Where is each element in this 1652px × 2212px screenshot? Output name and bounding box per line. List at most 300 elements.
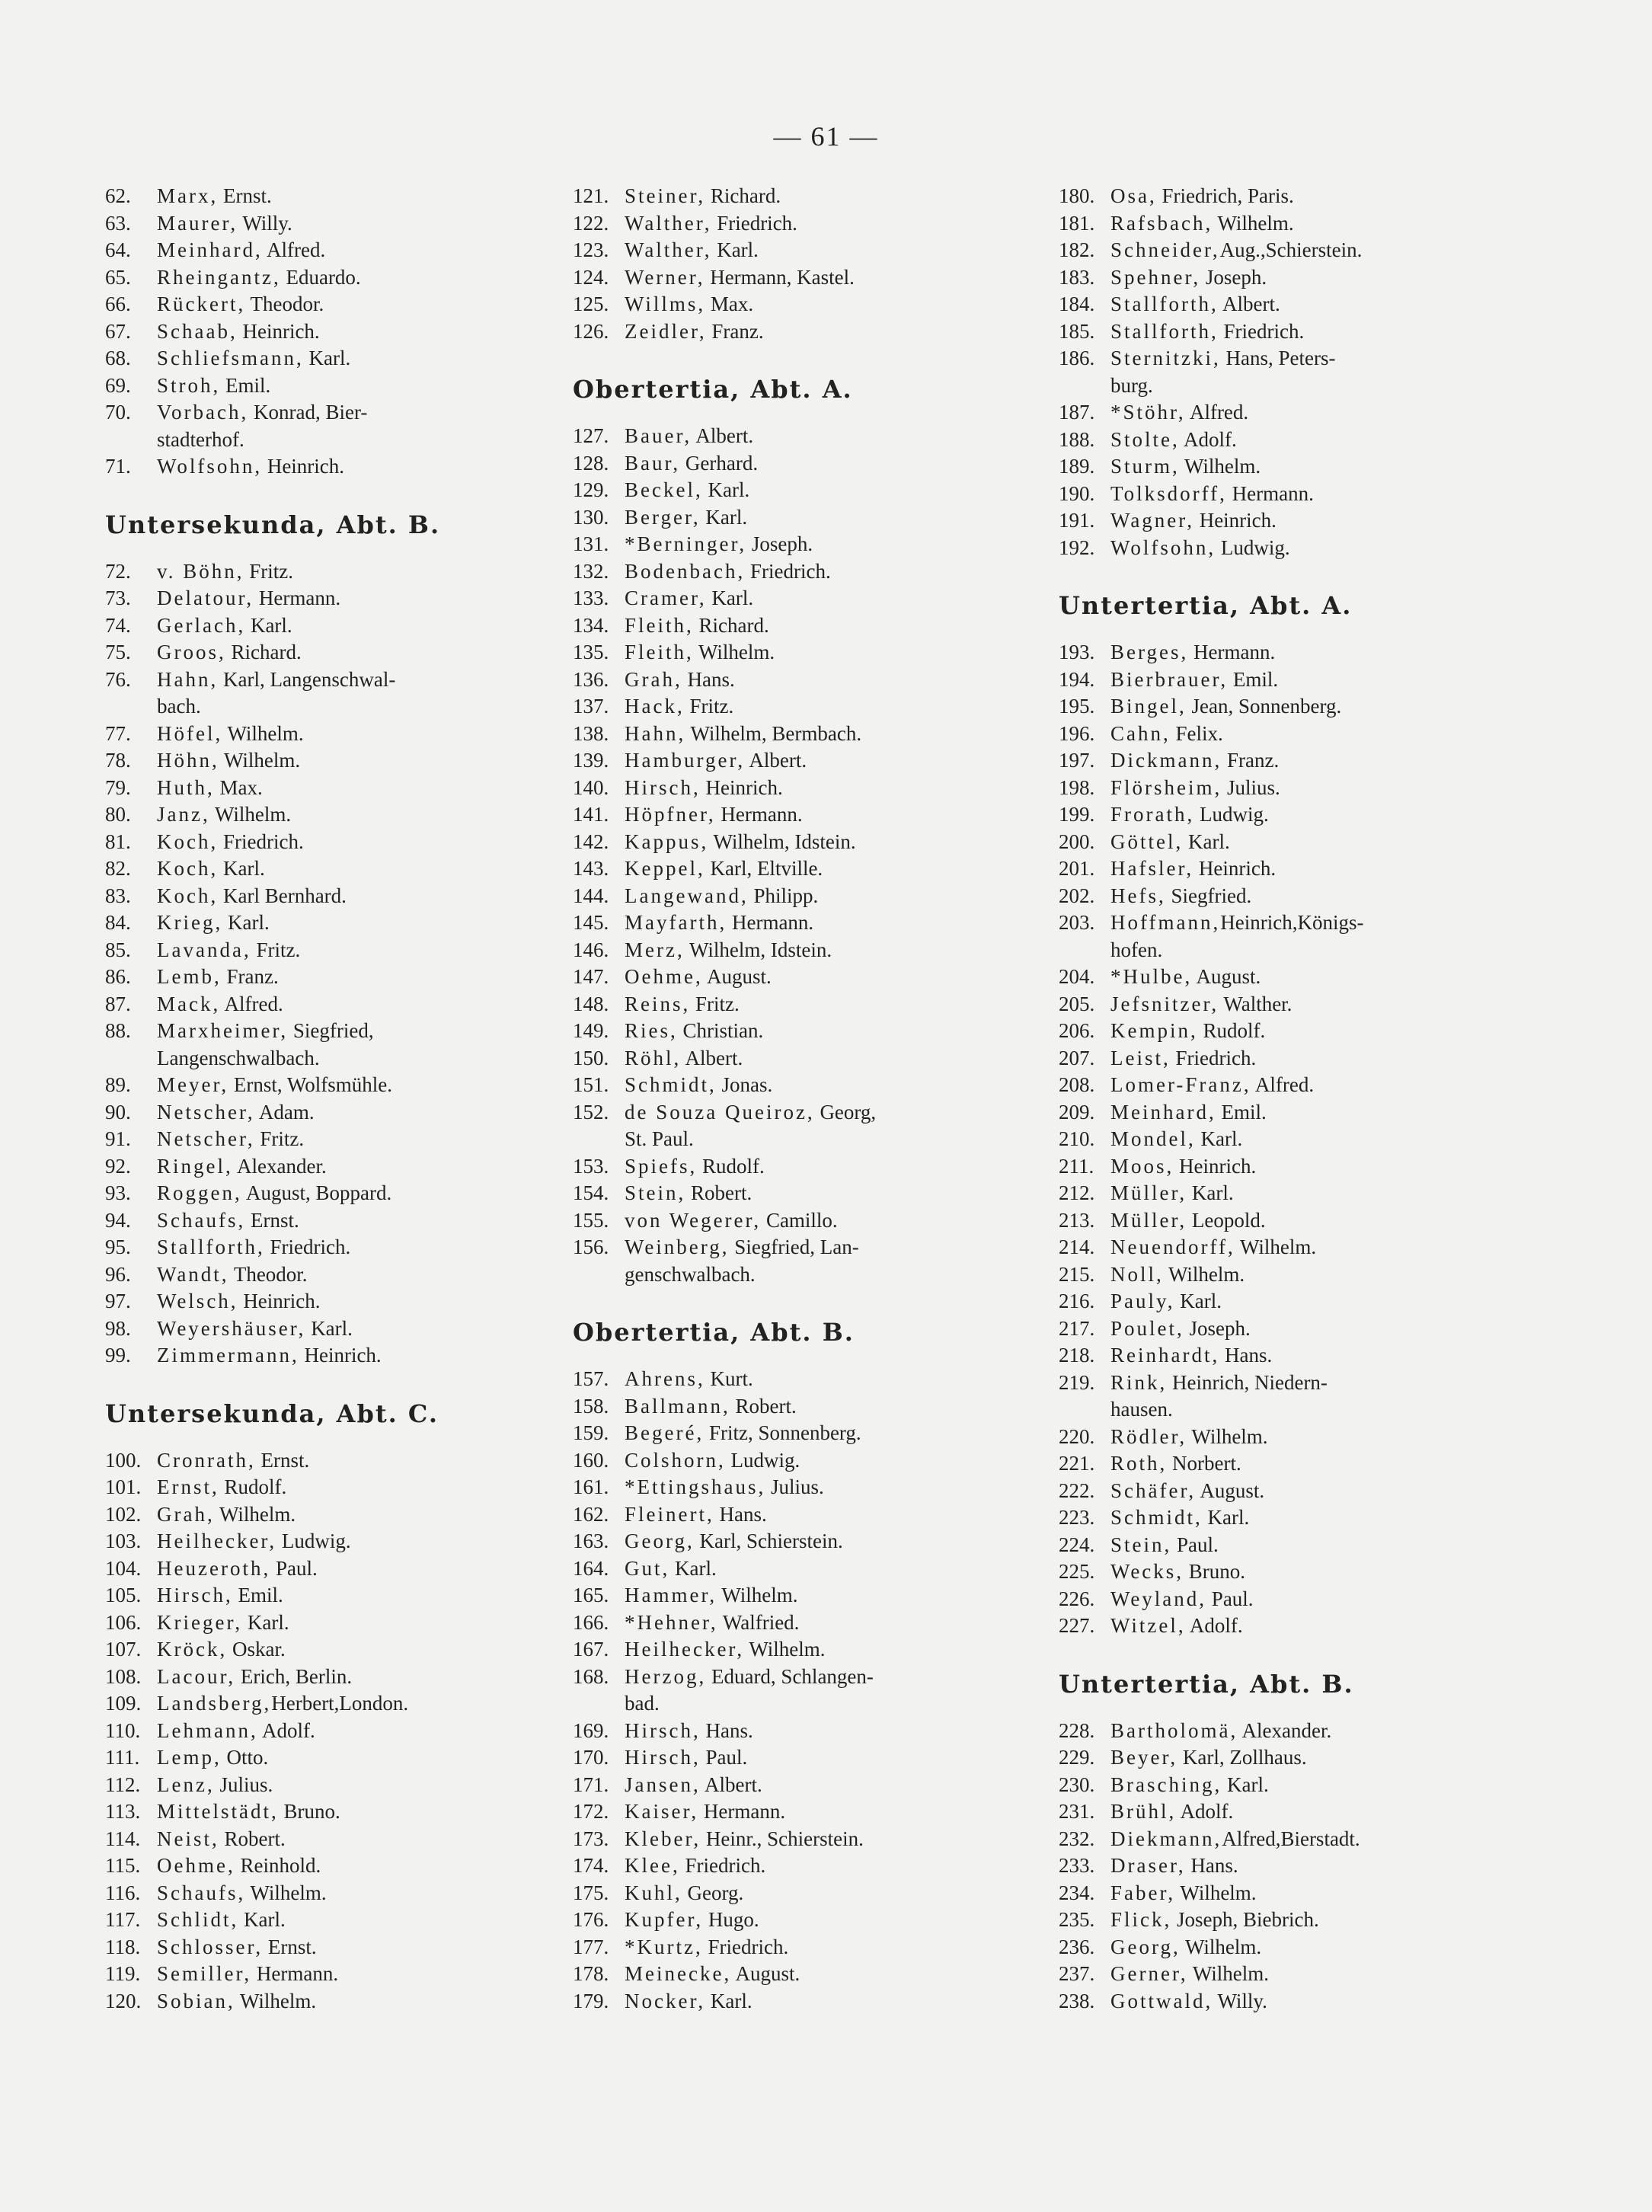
student-entry <box>105 1798 562 1826</box>
entry-surname: Merz, <box>625 938 685 961</box>
entry-name <box>1110 775 1280 802</box>
entry-number: 154. <box>573 1181 609 1204</box>
entry-surname: Dickmann, <box>1110 749 1222 772</box>
student-entry <box>573 937 1030 964</box>
entry-surname: Heuzeroth, <box>157 1556 271 1580</box>
entry-surname: Höpfner, <box>625 803 716 826</box>
entry-number: 168. <box>573 1664 609 1688</box>
entry-name <box>1110 1153 1256 1181</box>
student-entry <box>1059 453 1516 481</box>
student-entry <box>1059 1826 1516 1853</box>
entry-surname: Witzel, <box>1110 1614 1186 1637</box>
entry-details: August. <box>731 1962 800 1985</box>
entry-name <box>625 558 831 586</box>
entry-number: 156. <box>573 1235 609 1258</box>
student-entry <box>1059 1153 1516 1181</box>
entry-details: Heinrich. <box>237 319 320 343</box>
student-entry <box>573 612 1030 640</box>
student-entry <box>1059 964 1516 991</box>
entry-surname: Welsch, <box>157 1290 238 1312</box>
entry-name <box>157 1636 286 1664</box>
entry-details: Hans. <box>682 667 735 691</box>
student-entry <box>573 1961 1030 1988</box>
entry-name <box>625 1852 765 1880</box>
entry-name <box>157 291 324 318</box>
entry-details: Karl. <box>669 1556 717 1580</box>
entry-name <box>1110 639 1275 666</box>
student-entry <box>105 1072 562 1099</box>
entry-name <box>1110 1018 1265 1045</box>
entry-name <box>157 639 302 666</box>
student-entry <box>573 1798 1030 1826</box>
entry-number: 160. <box>573 1448 609 1472</box>
entry-surname: Mayfarth, <box>625 911 727 934</box>
student-entry <box>105 909 562 937</box>
entry-number: 103. <box>105 1530 142 1552</box>
student-entry <box>573 964 1030 991</box>
entry-surname: Sturm, <box>1110 455 1180 478</box>
entry-surname: Walther, <box>625 211 712 235</box>
entry-details: August. <box>1196 1478 1265 1502</box>
entry-name <box>157 855 265 883</box>
entry-name <box>157 237 325 264</box>
entry-name <box>157 1609 289 1637</box>
entry-name <box>1110 318 1304 346</box>
entry-number: 182. <box>1059 238 1095 261</box>
entry-name <box>1110 1934 1261 1961</box>
entry-number: 114. <box>105 1827 141 1850</box>
entry-details: Heinrich. <box>1174 1154 1257 1178</box>
entry-details: Karl. <box>705 1989 753 2012</box>
entry-number: 210. <box>1059 1127 1095 1150</box>
entry-details: Karl. <box>1202 1506 1250 1529</box>
entry-surname: Wolfsohn, <box>1110 535 1216 559</box>
student-entry <box>1059 639 1516 666</box>
entry-name <box>1110 1099 1267 1127</box>
entry-details: Fritz. <box>251 938 301 961</box>
entry-details: Heinrich. <box>1193 509 1277 532</box>
entry-name <box>1110 1478 1264 1505</box>
entry-name <box>1110 801 1269 829</box>
entry-surname: Bauer, <box>625 424 692 447</box>
entry-name <box>1110 1072 1314 1099</box>
student-entry <box>105 1664 562 1691</box>
entry-number: 140. <box>573 775 609 799</box>
entry-surname: Draser, <box>1110 1854 1186 1877</box>
entry-name <box>625 775 783 802</box>
student-entry <box>1059 1450 1516 1478</box>
entry-details: Karl. <box>1187 1181 1234 1204</box>
entry-number: 204. <box>1059 965 1095 988</box>
entry-number: 143. <box>573 857 609 880</box>
student-entry <box>1059 1180 1516 1207</box>
entry-details: Alfred. <box>220 992 283 1015</box>
entry-name <box>157 1474 286 1501</box>
entry-surname: Flörsheim, <box>1110 775 1222 799</box>
entry-name <box>157 1207 299 1235</box>
entry-name <box>157 883 347 910</box>
entry-name <box>625 1072 772 1099</box>
student-entry <box>105 1934 562 1961</box>
entry-name <box>625 264 855 292</box>
entry-surname: *Hulbe, <box>1110 965 1193 988</box>
entry-details: Fritz. <box>254 1127 305 1150</box>
entry-surname: Mittelstädt, <box>157 1800 279 1823</box>
student-entry <box>105 399 562 453</box>
entry-name <box>625 237 759 264</box>
entry-number: 128. <box>573 451 609 475</box>
entry-number: 98. <box>105 1316 131 1340</box>
entry-details: Wilhelm. <box>235 1989 317 2012</box>
student-entry <box>1059 1532 1516 1559</box>
student-entry <box>573 1907 1030 1934</box>
entry-surname: Krieg, <box>157 911 223 934</box>
entry-surname: Wolfsohn, <box>157 455 263 478</box>
entry-name <box>625 1501 767 1529</box>
entry-surname: Beckel, <box>625 478 703 501</box>
entry-surname: Heilhecker, <box>157 1530 277 1552</box>
entry-surname: Fleith, <box>625 613 694 637</box>
student-entry <box>1059 291 1516 318</box>
entry-number: 209. <box>1059 1100 1095 1124</box>
entry-surname: Osa, <box>1110 184 1157 207</box>
student-entry <box>105 721 562 748</box>
entry-name <box>157 1180 391 1207</box>
entry-surname: Janz, <box>157 803 210 826</box>
entry-name <box>625 964 772 991</box>
entry-number: 157. <box>573 1367 609 1390</box>
entry-details: Herbert,London. <box>271 1692 409 1715</box>
student-entry <box>573 1772 1030 1799</box>
entry-number: 206. <box>1059 1019 1095 1042</box>
entry-details: Franz. <box>706 319 764 343</box>
entry-number: 131. <box>573 532 609 555</box>
entry-surname: Berger, <box>625 505 701 529</box>
entry-surname: Kupfer, <box>625 1908 704 1931</box>
student-entry <box>1059 1288 1516 1315</box>
student-entry <box>1059 237 1516 264</box>
student-entry <box>105 1690 562 1718</box>
entry-name <box>625 183 781 210</box>
entry-name <box>1110 1207 1266 1235</box>
entry-surname: Hirsch, <box>625 1718 701 1742</box>
entry-number: 238. <box>1059 1989 1095 2012</box>
entry-number: 217. <box>1059 1316 1095 1340</box>
student-entry <box>1059 1504 1516 1532</box>
entry-number: 89. <box>105 1073 131 1096</box>
entry-number: 96. <box>105 1262 131 1286</box>
entry-name <box>1110 1045 1256 1072</box>
entry-number: 213. <box>1059 1208 1095 1232</box>
student-entry <box>105 1153 562 1181</box>
entry-name <box>157 1261 308 1289</box>
entry-surname: Diekmann, <box>1110 1827 1222 1850</box>
student-entry <box>105 1582 562 1609</box>
student-entry <box>573 1744 1030 1772</box>
entry-name <box>1110 1586 1254 1613</box>
entry-number: 112. <box>105 1772 141 1796</box>
entry-surname: Flick, <box>1110 1908 1172 1931</box>
entry-details: Ludwig. <box>1194 803 1269 826</box>
entry-number: 138. <box>573 721 609 745</box>
entry-name <box>1110 399 1248 427</box>
entry-number: 162. <box>573 1502 609 1526</box>
entry-number: 169. <box>573 1718 609 1742</box>
entry-number: 225. <box>1059 1560 1095 1583</box>
entry-name <box>625 450 758 478</box>
entry-name <box>1110 481 1314 508</box>
student-entry <box>1059 1045 1516 1072</box>
entry-details: Bruno. <box>278 1800 340 1823</box>
entry-name <box>1110 427 1237 454</box>
entry-name <box>625 531 813 558</box>
entry-details: Karl. <box>238 1908 286 1931</box>
entry-name <box>625 855 823 883</box>
student-entry <box>105 558 562 586</box>
student-entry <box>1059 1852 1516 1880</box>
entry-name <box>157 721 304 748</box>
entry-surname: Koch, <box>157 830 219 853</box>
student-entry <box>105 1852 562 1880</box>
entry-surname: Berges, <box>1110 641 1189 663</box>
entry-details: Friedrich. <box>711 211 797 235</box>
student-entry <box>573 1153 1030 1181</box>
entry-number: 219. <box>1059 1370 1095 1394</box>
entry-name <box>157 585 340 612</box>
student-entry <box>573 477 1030 504</box>
student-entry <box>105 801 562 829</box>
student-entry <box>105 1180 562 1207</box>
student-entry <box>573 1609 1030 1637</box>
entry-number: 175. <box>573 1881 609 1904</box>
entry-surname: Koch, <box>157 857 219 880</box>
entry-surname: Schliefsmann, <box>157 347 304 369</box>
entry-number: 123. <box>573 238 609 261</box>
student-entry <box>573 1234 1030 1288</box>
entry-number: 188. <box>1059 427 1095 451</box>
entry-surname: Delatour, <box>157 587 254 609</box>
entry-details: Heinrich. <box>262 455 345 478</box>
entry-name <box>625 1153 765 1181</box>
entry-details: Karl. <box>1222 1772 1269 1796</box>
entry-number: 75. <box>105 641 131 663</box>
entry-name <box>625 1744 747 1772</box>
entry-name <box>157 372 270 400</box>
student-entry <box>573 1934 1030 1961</box>
entry-details: Wilhelm. <box>245 1881 327 1904</box>
entry-number: 136. <box>573 667 609 691</box>
entry-details: Walther. <box>1219 992 1293 1015</box>
entry-surname: Stein, <box>1110 1533 1172 1556</box>
entry-name <box>1110 1907 1319 1934</box>
entry-number: 229. <box>1059 1746 1095 1769</box>
entry-details: Willy. <box>1213 1989 1267 2012</box>
student-entry <box>105 1961 562 1988</box>
entry-details: Heinrich,Königs- hofen. <box>1110 911 1364 961</box>
entry-details: Hans. <box>700 1718 753 1742</box>
student-entry <box>573 423 1030 450</box>
entry-name <box>1110 264 1267 292</box>
student-entry <box>573 801 1030 829</box>
entry-details: Max. <box>705 292 754 315</box>
entry-number: 171. <box>573 1772 609 1796</box>
entry-number: 220. <box>1059 1424 1095 1448</box>
student-entry <box>573 909 1030 937</box>
entry-number: 228. <box>1059 1718 1095 1742</box>
student-entry <box>1059 1558 1516 1586</box>
entry-name <box>625 1234 859 1288</box>
entry-details: Ernst, Wolfsmühle. <box>228 1073 392 1096</box>
entry-details: Wilhelm. <box>744 1638 826 1661</box>
entry-surname: Vorbach, <box>157 401 249 424</box>
student-entry <box>573 558 1030 586</box>
student-entry <box>573 450 1030 478</box>
entry-name <box>157 399 367 453</box>
entry-surname: Noll, <box>1110 1262 1164 1286</box>
entry-surname: Weyland, <box>1110 1587 1207 1610</box>
entry-surname: Moos, <box>1110 1154 1174 1178</box>
entry-details: Rudolf. <box>1197 1019 1266 1042</box>
entry-details: Hermann, Kastel. <box>705 265 855 289</box>
entry-name <box>157 1582 283 1609</box>
entry-name <box>1110 291 1280 318</box>
entry-details: Heinrich. <box>238 1290 321 1312</box>
entry-name <box>157 183 272 210</box>
entry-name <box>157 345 350 372</box>
entry-surname: Stroh, <box>157 373 221 397</box>
entry-number: 147. <box>573 965 609 988</box>
entry-number: 65. <box>105 265 131 289</box>
entry-surname: Hafsler, <box>1110 857 1194 880</box>
entry-details: Karl, Langenschwal- bach. <box>157 667 396 718</box>
entry-surname: Rheingantz, <box>157 265 281 289</box>
entry-number: 192. <box>1059 535 1095 559</box>
student-entry <box>105 345 562 372</box>
section-heading: Untersekunda, Abt. C. <box>105 1398 439 1428</box>
entry-details: Wilhelm. <box>219 749 301 772</box>
entry-name <box>157 1988 316 2015</box>
entry-number: 187. <box>1059 401 1095 424</box>
entry-surname: Pauly, <box>1110 1290 1175 1312</box>
entry-details: Paul. <box>700 1746 748 1769</box>
entry-number: 224. <box>1059 1533 1095 1556</box>
entry-number: 130. <box>573 505 609 529</box>
entry-details: Wilhelm. <box>1235 1235 1317 1258</box>
entry-name <box>625 1180 752 1207</box>
entry-surname: Grah, <box>157 1502 215 1526</box>
student-entry <box>1059 535 1516 562</box>
entry-details: August, Boppard. <box>241 1181 392 1204</box>
student-entry <box>105 639 562 666</box>
student-entry <box>573 1528 1030 1555</box>
entry-details: Adolf. <box>257 1718 315 1742</box>
entry-surname: Schaufs, <box>157 1881 246 1904</box>
entry-number: 74. <box>105 613 131 637</box>
entry-number: 191. <box>1059 509 1095 532</box>
student-entry <box>105 855 562 883</box>
student-entry <box>1059 183 1516 210</box>
entry-number: 97. <box>105 1290 131 1312</box>
entry-surname: *Kurtz, <box>625 1935 703 1958</box>
entry-surname: Fleinert, <box>625 1502 714 1526</box>
entry-name <box>1110 1798 1233 1826</box>
entry-name <box>1110 1744 1307 1772</box>
entry-number: 202. <box>1059 884 1095 907</box>
entry-surname: Frorath, <box>1110 803 1195 826</box>
entry-number: 173. <box>573 1827 609 1850</box>
entry-number: 215. <box>1059 1262 1095 1286</box>
entry-number: 235. <box>1059 1908 1095 1931</box>
entry-details: Hans. <box>714 1502 767 1526</box>
student-entry <box>573 693 1030 721</box>
entry-number: 90. <box>105 1100 131 1124</box>
student-entry <box>573 1393 1030 1421</box>
entry-name <box>1110 747 1279 775</box>
student-entry <box>1059 721 1516 748</box>
entry-number: 71. <box>105 455 131 478</box>
entry-name <box>625 666 735 694</box>
entry-number: 231. <box>1059 1800 1095 1823</box>
entry-number: 223. <box>1059 1506 1095 1529</box>
entry-name <box>157 937 300 964</box>
entry-surname: *Ettingshaus, <box>625 1475 766 1498</box>
entry-number: 237. <box>1059 1962 1095 1985</box>
entry-number: 164. <box>573 1556 609 1580</box>
entry-details: Wilhelm, Idstein. <box>708 830 856 853</box>
student-entry <box>1059 1988 1516 2015</box>
entry-surname: Brühl, <box>1110 1800 1177 1823</box>
entry-details: Theodor. <box>245 292 324 315</box>
entry-details: Bruno. <box>1184 1560 1246 1583</box>
entry-details: Ernst. <box>218 184 272 207</box>
entry-name <box>625 1609 799 1637</box>
student-entry <box>1059 399 1516 427</box>
entry-name <box>1110 991 1292 1018</box>
student-entry <box>1059 883 1516 910</box>
entry-number: 134. <box>573 613 609 637</box>
entry-number: 227. <box>1059 1614 1095 1637</box>
student-entry <box>105 1988 562 2015</box>
entry-surname: Faber, <box>1110 1881 1176 1904</box>
entry-name <box>625 1207 838 1235</box>
entry-number: 193. <box>1059 641 1095 663</box>
entry-surname: Roggen, <box>157 1181 242 1204</box>
entry-surname: Reinhardt, <box>1110 1344 1220 1367</box>
entry-name <box>625 721 861 748</box>
entry-name <box>625 1718 753 1745</box>
entry-number: 230. <box>1059 1772 1095 1796</box>
entry-number: 108. <box>105 1664 142 1688</box>
entry-number: 159. <box>573 1421 609 1444</box>
column-2 <box>573 183 1030 2015</box>
entry-surname: Schaufs, <box>157 1208 246 1232</box>
student-entry <box>1059 1798 1516 1826</box>
entry-details: Karl. <box>218 857 265 880</box>
entry-number: 77. <box>105 721 131 745</box>
entry-name <box>157 829 304 856</box>
entry-name <box>157 1447 309 1475</box>
student-entry <box>105 1826 562 1853</box>
student-entry <box>105 1718 562 1745</box>
student-entry <box>573 1988 1030 2015</box>
entry-details: Kurt. <box>705 1367 753 1390</box>
entry-number: 183. <box>1059 265 1095 289</box>
entry-details: Friedrich. <box>702 1935 789 1958</box>
student-entry <box>105 775 562 802</box>
entry-name <box>157 747 300 775</box>
entry-number: 139. <box>573 749 609 772</box>
entry-name <box>625 1528 843 1555</box>
